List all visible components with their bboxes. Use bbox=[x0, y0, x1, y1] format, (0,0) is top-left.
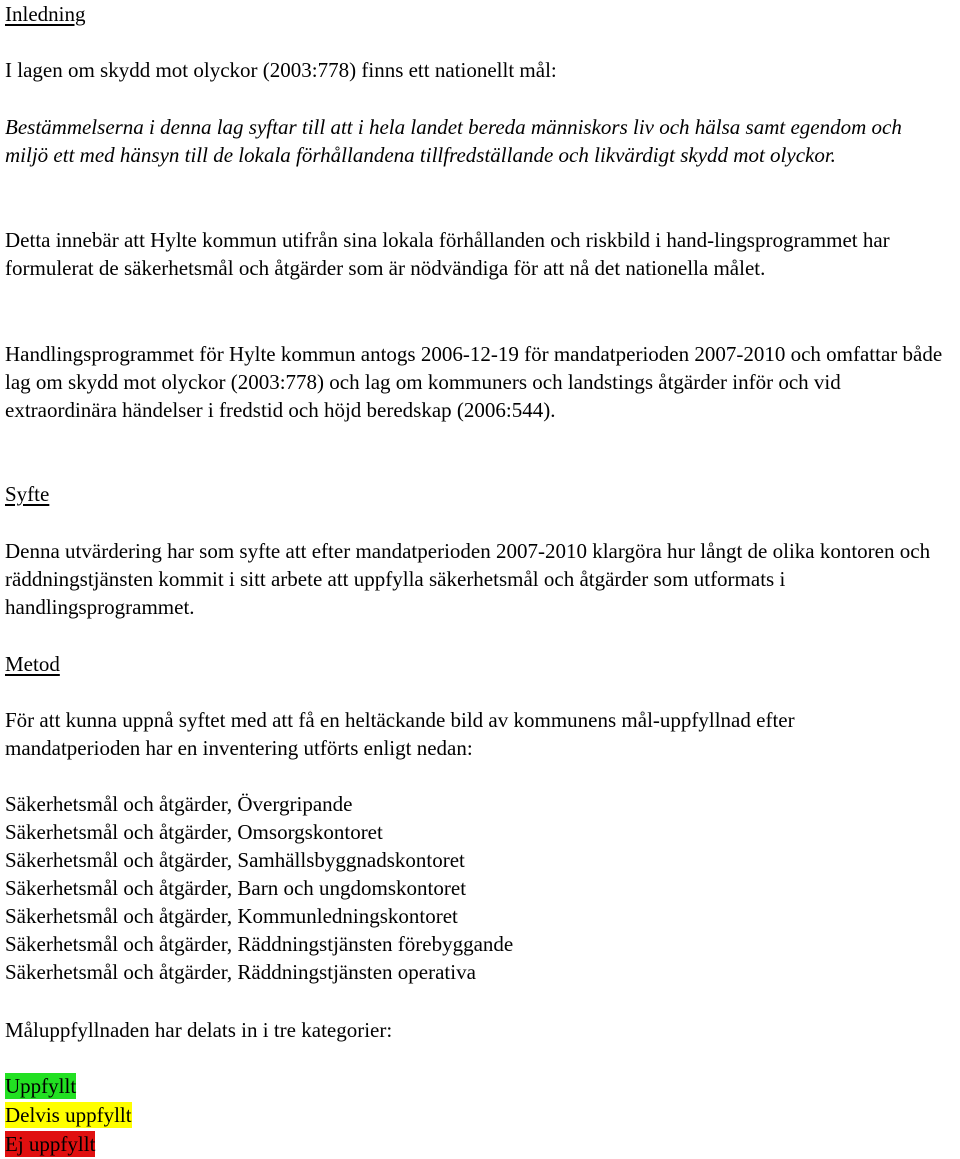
inventory-list bbox=[5, 790, 957, 986]
paragraph-metod: För att kunna uppnå syftet med att få en heltäckande bild av kommunens mål-uppfyllnad efter mandatperioden har en inventering utförts enligt nedan: bbox=[5, 708, 795, 760]
paragraph-handlingsprogram: Handlingsprogrammet för Hylte kommun antogs 2006-12-19 för mandatperioden 2007-2010 och omfattar både lag om skydd mot olyckor (2003:778) och lag om kommuners och landstings åtgärder inför och vid extraordinära händelser i fredstid och höjd beredskap (2006:544). bbox=[5, 342, 943, 422]
heading-metod: Metod bbox=[5, 652, 60, 676]
list-item: Säkerhetsmål och åtgärder, Barn och ungdomskontoret bbox=[5, 876, 467, 900]
quote-paragraph: Bestämmelserna i denna lag syftar till att i hela landet bereda människors liv och hälsa samt egendom och miljö ett med hänsyn till de lokala förhållandena tillfredställande och likvärdigt skydd mot olyckor. bbox=[5, 115, 902, 167]
category-list bbox=[5, 1072, 957, 1159]
paragraph-categories-intro: Måluppfyllnaden har delats in i tre kategorier: bbox=[5, 1018, 393, 1042]
paragraph-syfte: Denna utvärdering har som syfte att efter mandatperioden 2007-2010 klargöra hur långt de olika kontoren och räddningstjänsten kommit i sitt arbete att uppfylla säkerhetsmål och åtgärder som utformats i handlingsprogrammet. bbox=[5, 539, 931, 619]
category-delvis-uppfyllt: Delvis uppfyllt bbox=[5, 1103, 132, 1127]
list-item: Säkerhetsmål och åtgärder, Övergripande bbox=[5, 792, 353, 816]
intro-paragraph: I lagen om skydd mot olyckor (2003:778) finns ett nationellt mål: bbox=[5, 58, 557, 82]
list-item: Säkerhetsmål och åtgärder, Samhällsbyggnadskontoret bbox=[5, 848, 465, 872]
list-item: Säkerhetsmål och åtgärder, Kommunledningskontoret bbox=[5, 904, 458, 928]
category-uppfyllt: Uppfyllt bbox=[5, 1074, 77, 1098]
list-item: Säkerhetsmål och åtgärder, Omsorgskontoret bbox=[5, 820, 383, 844]
paragraph-hylte-goals: Detta innebär att Hylte kommun utifrån sina lokala förhållanden och riskbild i hand-lingsprogrammet har formulerat de säkerhetsmål och åtgärder som är nödvändiga för att nå det nationella målet. bbox=[5, 228, 890, 280]
heading-syfte: Syfte bbox=[5, 482, 50, 506]
list-item: Säkerhetsmål och åtgärder, Räddningstjänsten operativa bbox=[5, 960, 476, 984]
category-ej-uppfyllt: Ej uppfyllt bbox=[5, 1132, 96, 1156]
list-item: Säkerhetsmål och åtgärder, Räddningstjänsten förebyggande bbox=[5, 932, 514, 956]
heading-inledning: Inledning bbox=[5, 2, 86, 26]
